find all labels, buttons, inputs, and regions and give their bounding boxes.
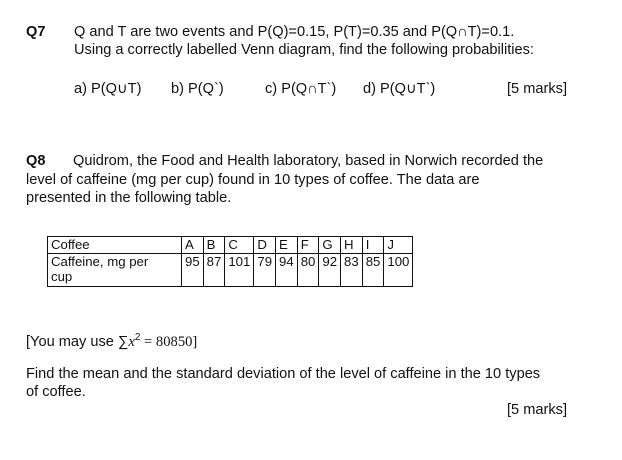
q8-line-1: Quidrom, the Food and Health laboratory, based in Norwich recorded the — [73, 153, 544, 169]
caffeine-row-label — [48, 254, 182, 287]
q7-line-2: Using a correctly labelled Venn diagram, find the following probabilities: — [74, 42, 534, 58]
coffee-cell: H — [341, 237, 363, 254]
caffeine-cell: 94 — [276, 254, 298, 287]
caffeine-label-line-1: Caffeine, mg per — [51, 254, 149, 269]
q7-number: Q7 — [26, 24, 46, 40]
sigma-symbol: ∑ — [117, 333, 129, 350]
coffee-cell: I — [362, 237, 384, 254]
caffeine-cell: 100 — [384, 254, 413, 287]
coffee-cell: B — [203, 237, 225, 254]
coffee-cell: D — [254, 237, 276, 254]
coffee-cell: A — [182, 237, 204, 254]
q8-number: Q8 — [26, 153, 46, 169]
coffee-cell: J — [384, 237, 413, 254]
caffeine-cell: 79 — [254, 254, 276, 287]
caffeine-cell: 92 — [319, 254, 341, 287]
q7-part-b: b) P(Q`) — [171, 81, 224, 97]
q8-line-3: presented in the following table. — [26, 190, 232, 206]
q8-line-2: level of caffeine (mg per cup) found in 10 types of coffee. The data are — [26, 172, 480, 188]
q7-part-d: d) P(Q∪T`) — [363, 81, 436, 97]
caffeine-cell: 95 — [182, 254, 204, 287]
caffeine-row — [48, 254, 413, 287]
caffeine-cell: 101 — [225, 254, 254, 287]
caffeine-cell: 83 — [341, 254, 363, 287]
q8-instruction-line-1: Find the mean and the standard deviation of the level of caffeine in the 10 types — [26, 366, 541, 382]
sum-hint-exponent: 2 — [134, 332, 141, 343]
coffee-cell: F — [297, 237, 319, 254]
q7-part-a: a) P(Q∪T) — [74, 81, 142, 97]
coffee-cell: G — [319, 237, 341, 254]
coffee-row-label: Coffee — [48, 237, 182, 254]
q8-marks: [5 marks] — [507, 402, 568, 418]
q7-marks: [5 marks] — [507, 81, 568, 97]
coffee-cell: E — [276, 237, 298, 254]
sum-hint-variable: x — [128, 333, 135, 350]
caffeine-label-line-2: cup — [51, 269, 73, 284]
q7-part-c: c) P(Q∩T`) — [265, 81, 337, 97]
sum-hint — [26, 329, 197, 351]
sum-hint-value: = 80850] — [140, 333, 198, 350]
q8-instruction-line-2: of coffee. — [26, 384, 86, 400]
sum-hint-prefix: [You may use — [26, 333, 118, 350]
caffeine-cell: 87 — [203, 254, 225, 287]
caffeine-cell: 80 — [297, 254, 319, 287]
coffee-cell: C — [225, 237, 254, 254]
coffee-row — [48, 237, 413, 254]
caffeine-table — [47, 236, 413, 287]
q7-line-1: Q and T are two events and P(Q)=0.15, P(T)=0.35 and P(Q∩T)=0.1. — [74, 24, 515, 40]
caffeine-cell: 85 — [362, 254, 384, 287]
